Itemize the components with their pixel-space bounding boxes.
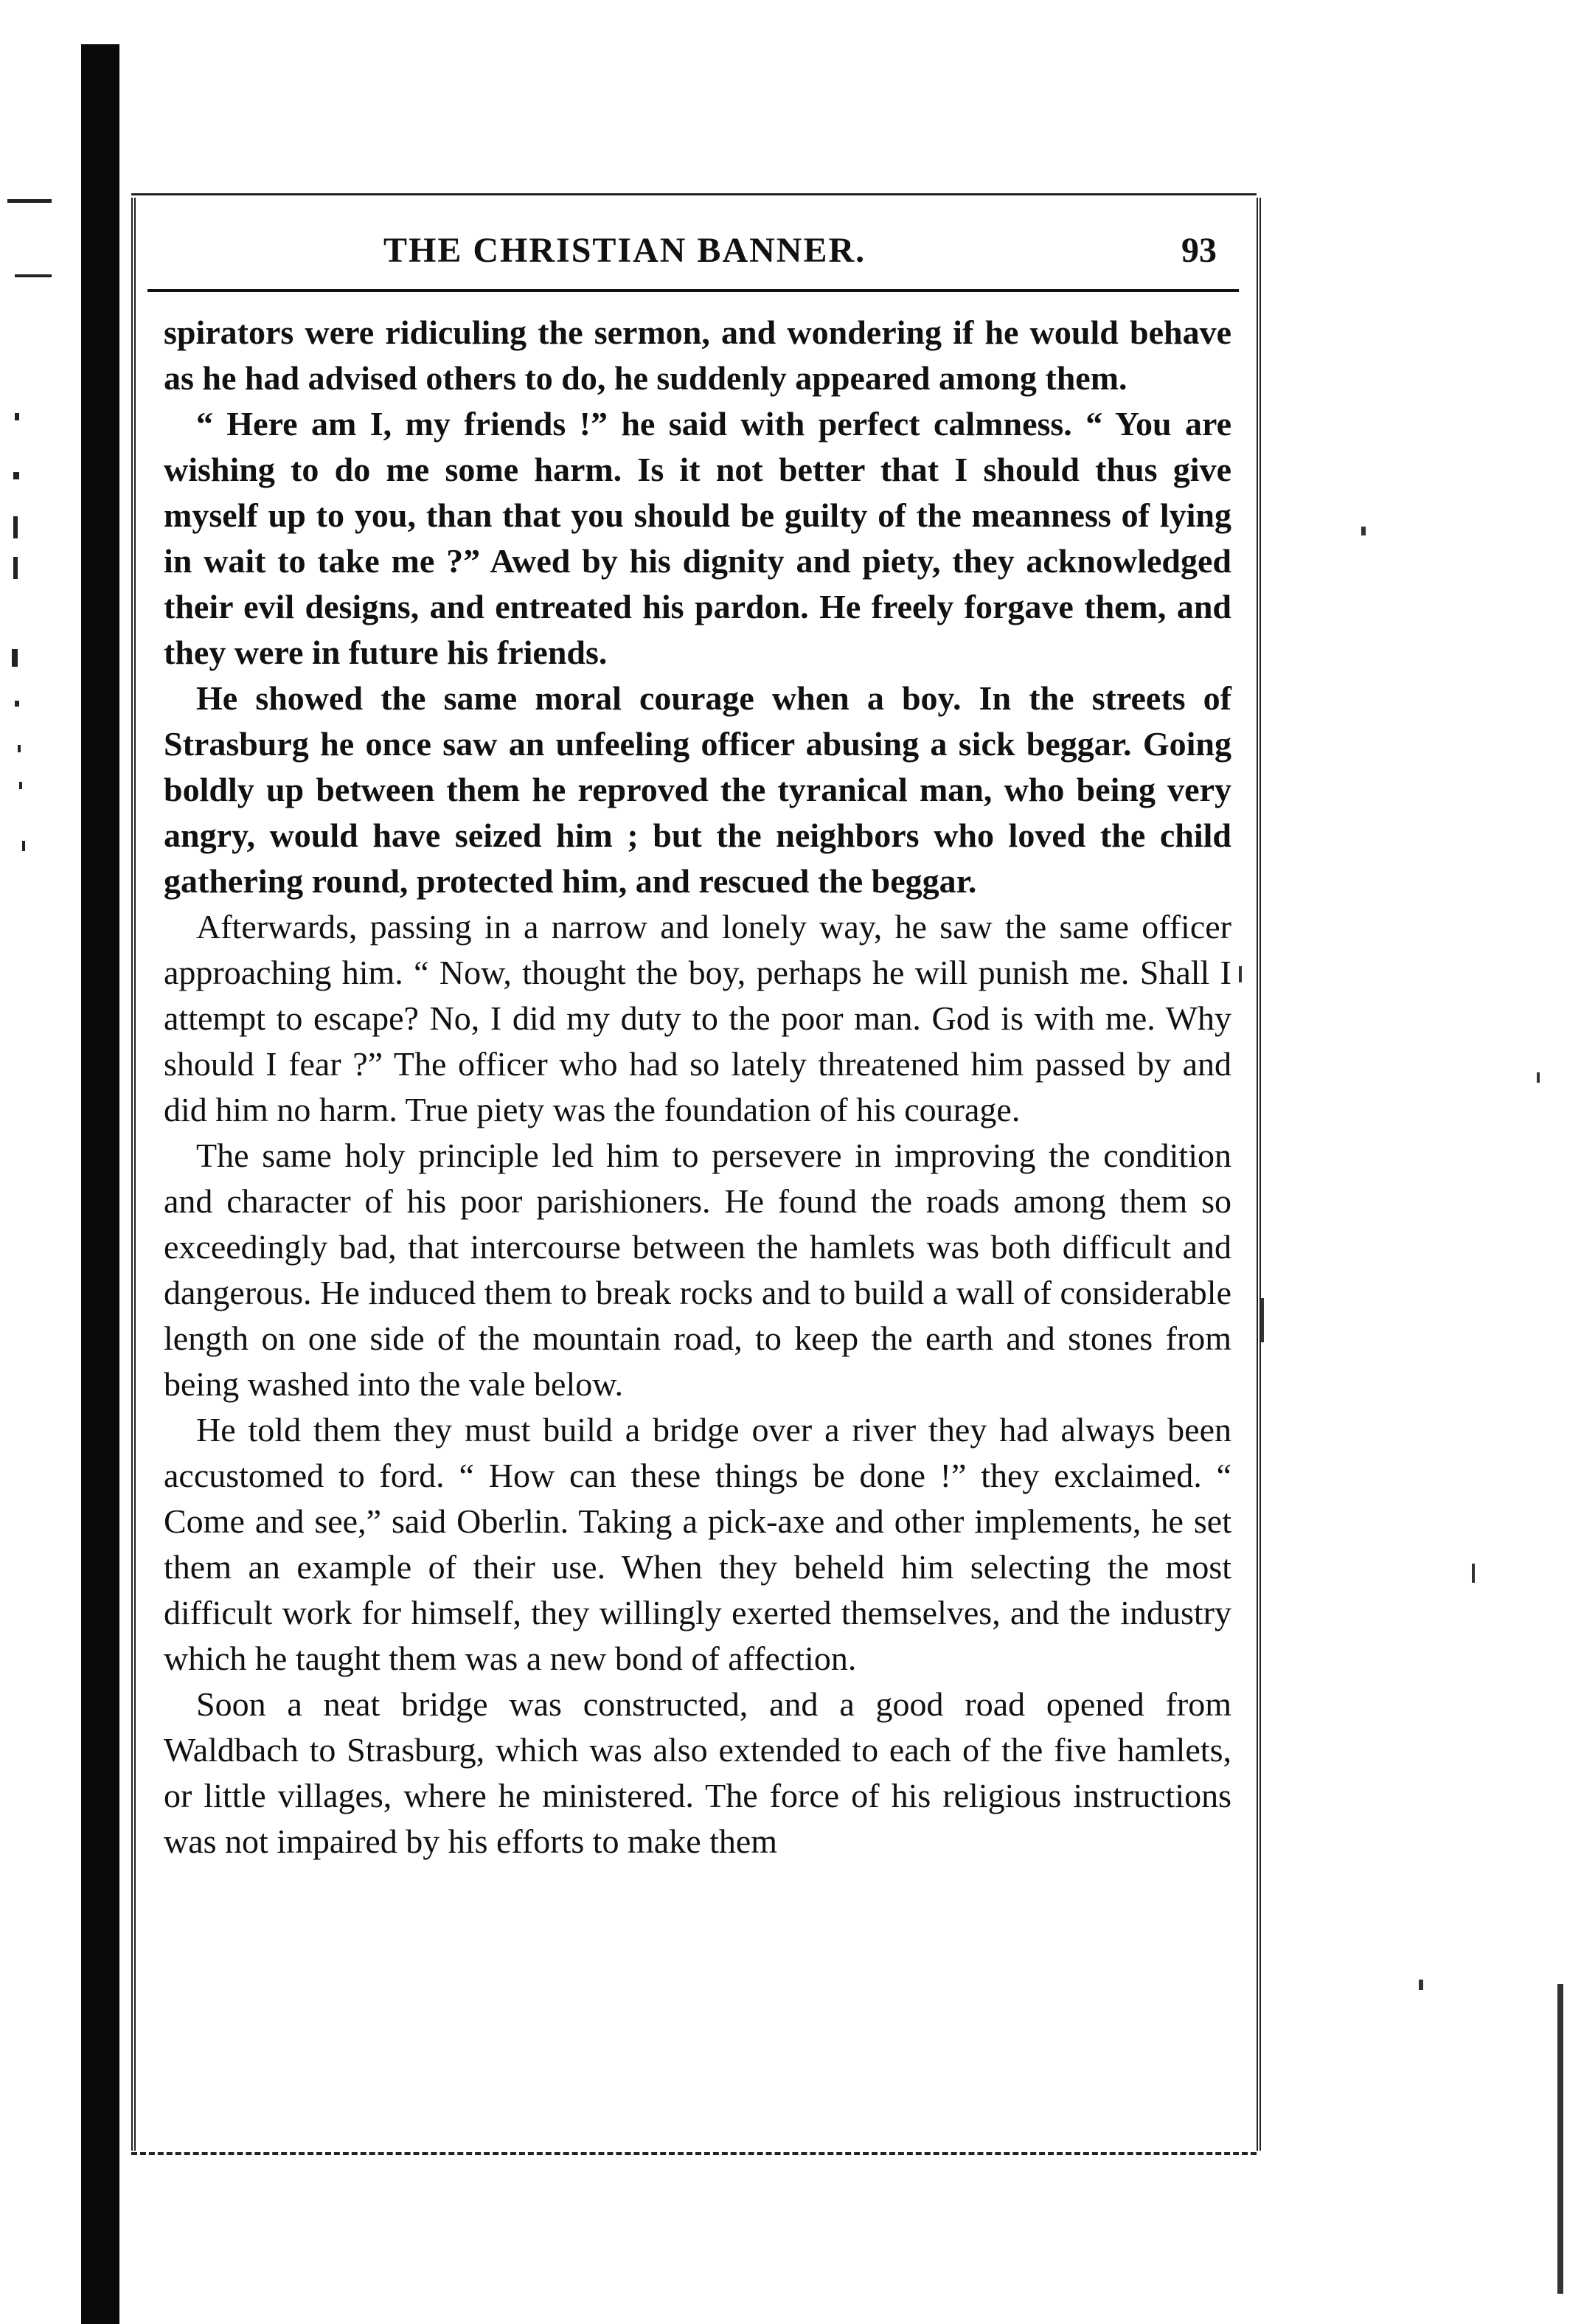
top-rule [131, 193, 1257, 195]
ink-speck [1361, 527, 1366, 535]
margin-mark [15, 413, 19, 420]
margin-mark [12, 649, 18, 667]
ink-speck [1419, 1980, 1423, 1990]
ink-speck [1537, 1072, 1540, 1083]
ink-speck [1557, 1984, 1563, 2294]
margin-mark [13, 557, 18, 579]
margin-mark [7, 199, 52, 203]
ink-speck [1472, 1564, 1475, 1583]
ink-speck [1261, 1298, 1264, 1342]
header-rule [147, 289, 1239, 292]
running-header [147, 230, 1239, 282]
margin-mark [15, 701, 19, 707]
article-body [164, 310, 1231, 1865]
paragraph-2: “ Here am I, my friends !” he said with perfect calmness. “ You are wishing to do me some harm. Is it not better that I should thus give myself up to you, than that you should be guilty of the meanness of lying in wait to take me ?” Awed by his dignity and piety, they acknowledged their evil designs, and entreated his pardon. He freely forgave them, and they were in future his friends. [164, 405, 1231, 671]
ink-speck [1239, 966, 1242, 982]
paragraph-6: He told them they must build a bridge over a river they had always been accustomed to ford. “ How can these things be done !” they exclaimed. “ Come and see,” said Oberlin. Taking a pick-axe and other implements, he set them an example of their use. When they beheld him selecting the most difficult work for himself, they willingly exerted themselves, and the industry which he taught them was a new bond of affection. [164, 1411, 1231, 1677]
bottom-rule [131, 2152, 1257, 2155]
left-margin-marks [0, 0, 74, 2324]
page-number: 93 [1181, 231, 1217, 270]
binding-edge [81, 44, 119, 2324]
publication-title: THE CHRISTIAN BANNER. [383, 231, 866, 270]
paragraph-1: spirators were ridiculing the sermon, and wondering if he would behave as he had advised others to do, he suddenly appeared among them. [164, 313, 1231, 397]
margin-mark [18, 745, 21, 752]
margin-mark [13, 516, 18, 538]
paragraph-4: Afterwards, passing in a narrow and lonely way, he saw the same officer approaching him. “ Now, thought the boy, perhaps he will punish me. Shall I attempt to escape? No, I did my duty to the poor man. God is with me. Why should I fear ?” The officer who had so lately threatened him passed by and did him no harm. True piety was the foundation of his courage. [164, 908, 1231, 1128]
margin-mark [13, 472, 19, 479]
paragraph-5: The same holy principle led him to persevere in improving the condition and character of his poor parishioners. He found the roads among them so exceedingly bad, that intercourse between the hamlets was both difficult and dangerous. He induced them to break rocks and to build a wall of considerable length on one side of the mountain road, to keep the earth and stones from being washed into the vale below. [164, 1137, 1231, 1403]
margin-mark [15, 274, 52, 277]
paragraph-7: Soon a neat bridge was constructed, and a good road opened from Waldbach to Strasburg, which was also extended to each of the five hamlets, or little villages, where he ministered. The force of his religious instructions was not impaired by his efforts to make them [164, 1685, 1231, 1860]
paragraph-3: He showed the same moral courage when a boy. In the streets of Strasburg he once saw an unfeeling officer abusing a sick beggar. Going boldly up between them he reproved the tyranical man, who being very angry, would have seized him ; but the neighbors who loved the child gathering round, protected him, and rescued the beggar. [164, 679, 1231, 900]
margin-mark [19, 782, 22, 789]
margin-mark [22, 841, 25, 851]
